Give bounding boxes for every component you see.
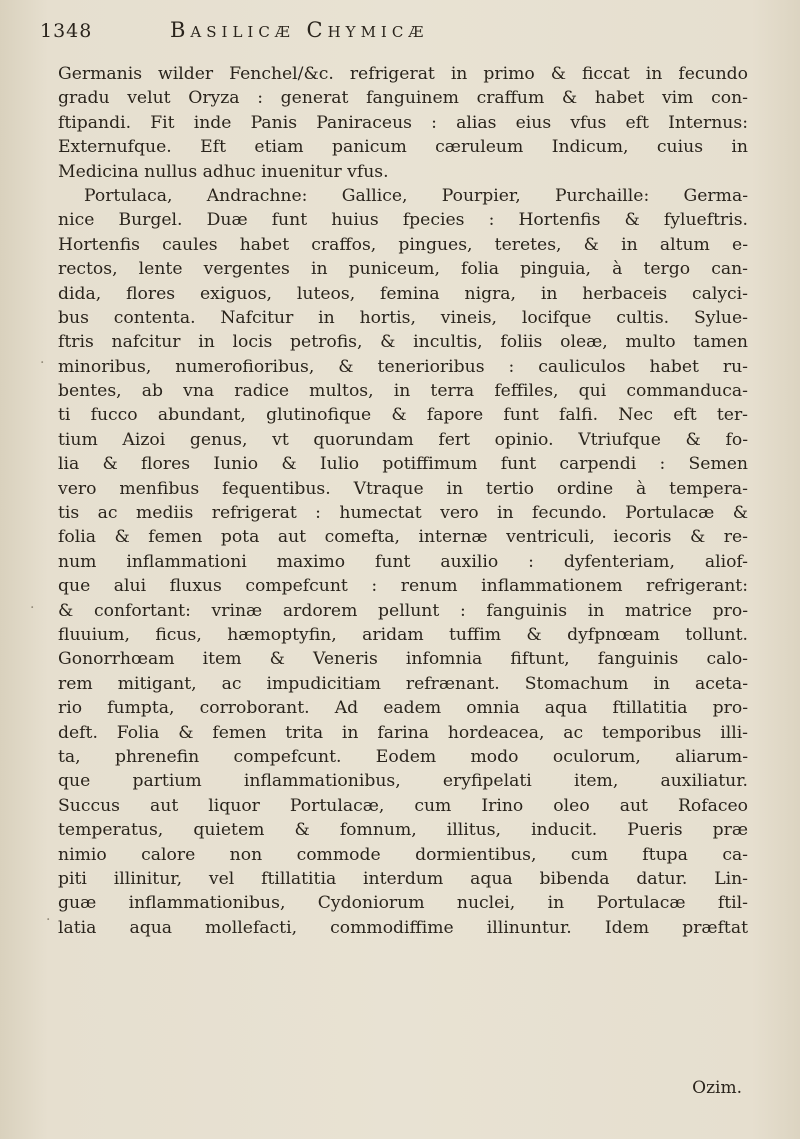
text-line: folia & femen pota aut comefta, internæ ventriculi, iecoris & re-: [58, 527, 748, 548]
text-line: vero menfibus fequentibus. Vtraque in tertio ordine à tempera-: [58, 478, 748, 499]
text-line: tis ac mediis refrigerat : humectat vero in fecundo. Portulacæ &: [58, 503, 748, 524]
text-line: ta, phrenefin compefcunt. Eodem modo oculorum, aliarum-: [58, 746, 748, 767]
text-line: ti fucco abundant, glutinofique & fapore funt falfi. Nec eft ter-: [58, 405, 748, 426]
text-line: lia & flores Iunio & Iulio potiffimum funt carpendi : Semen: [58, 454, 748, 475]
text-line: fluuium, ficus, hæmoptyfin, aridam tuffim & dyfpnœam tollunt.: [58, 624, 748, 645]
running-title: Basilicæ Chymicæ: [170, 18, 429, 42]
text-line: que alui fluxus compefcunt : renum inflammationem refrigerant:: [58, 576, 748, 597]
margin-mark: ·: [46, 912, 51, 928]
text-line: deft. Folia & femen trita in farina hordeacea, ac temporibus illi-: [58, 722, 748, 743]
text-line: Externufque. Eft etiam panicum cæruleum Indicum, cuius in: [58, 137, 748, 158]
page-header: [40, 18, 760, 48]
margin-mark: ·: [30, 600, 35, 616]
text-line: rectos, lente vergentes in puniceum, folia pinguia, à tergo can-: [58, 259, 748, 280]
text-line: Gonorrhœam item & Veneris infomnia fiftunt, fanguinis calo-: [58, 649, 748, 670]
text-line: Medicina nullus adhuc inuenitur vfus.: [58, 161, 389, 182]
text-line: guæ inflammationibus, Cydoniorum nuclei, in Portulacæ ftil-: [58, 893, 748, 914]
text-line: gradu velut Oryza : generat fanguinem craffum & habet vim con-: [58, 88, 748, 109]
margin-mark: ·: [40, 355, 45, 371]
page-number: 1348: [40, 20, 93, 42]
text-line: Hortenfis caules habet craffos, pingues, teretes, & in altum e-: [58, 234, 748, 255]
text-line: & confortant: vrinæ ardorem pellunt : fanguinis in matrice pro-: [58, 600, 748, 621]
text-line: rio fumpta, corroborant. Ad eadem omnia aqua ftillatitia pro-: [58, 698, 748, 719]
text-line: nice Burgel. Duæ funt huius fpecies : Hortenfis & fylueftris.: [58, 210, 748, 231]
paragraph-start-line: Portulaca, Andrachne: Gallice, Pourpier, Purchaille: Germa-: [84, 185, 748, 206]
text-line: ftipandi. Fit inde Panis Paniraceus : alias eius vfus eft Internus:: [58, 112, 748, 133]
text-line: Succus aut liquor Portulacæ, cum Irino oleo aut Rofaceo: [58, 795, 748, 816]
text-line: num inflammationi maximo funt auxilio : dyfenteriam, aliof-: [58, 551, 748, 572]
text-line: piti illinitur, vel ftillatitia interdum aqua bibenda datur. Lin-: [58, 868, 748, 889]
text-line: que partium inflammationibus, eryfipelati item, auxiliatur.: [58, 771, 748, 792]
text-line: latia aqua mollefacti, commodiffime illinuntur. Idem præftat: [58, 917, 748, 938]
text-line: temperatus, quietem & fomnum, illitus, inducit. Pueris præ: [58, 820, 748, 841]
text-line: Germanis wilder Fenchel/&c. refrigerat in primo & ficcat in fecundo: [58, 64, 748, 84]
text-line: dida, flores exiguos, luteos, femina nigra, in herbaceis calyci-: [58, 283, 748, 304]
text-line: bus contenta. Nafcitur in hortis, vineis, locifque cultis. Sylue-: [58, 307, 748, 328]
text-line: rem mitigant, ac impudicitiam refrænant. Stomachum in aceta-: [58, 673, 748, 694]
catchword: Ozim.: [692, 1078, 742, 1098]
text-line: bentes, ab vna radice multos, in terra feffiles, qui commanduca-: [58, 381, 748, 402]
text-line: tium Aizoi genus, vt quorundam fert opinio. Vtriufque & fo-: [58, 429, 748, 450]
text-line: nimio calore non commode dormientibus, cum ftupa ca-: [58, 844, 748, 865]
text-line: minoribus, numerofioribus, & tenerioribus : cauliculos habet ru-: [58, 356, 748, 377]
text-line: ftris nafcitur in locis petrofis, & incultis, foliis oleæ, multo tamen: [58, 332, 748, 353]
body-text: [58, 62, 748, 940]
